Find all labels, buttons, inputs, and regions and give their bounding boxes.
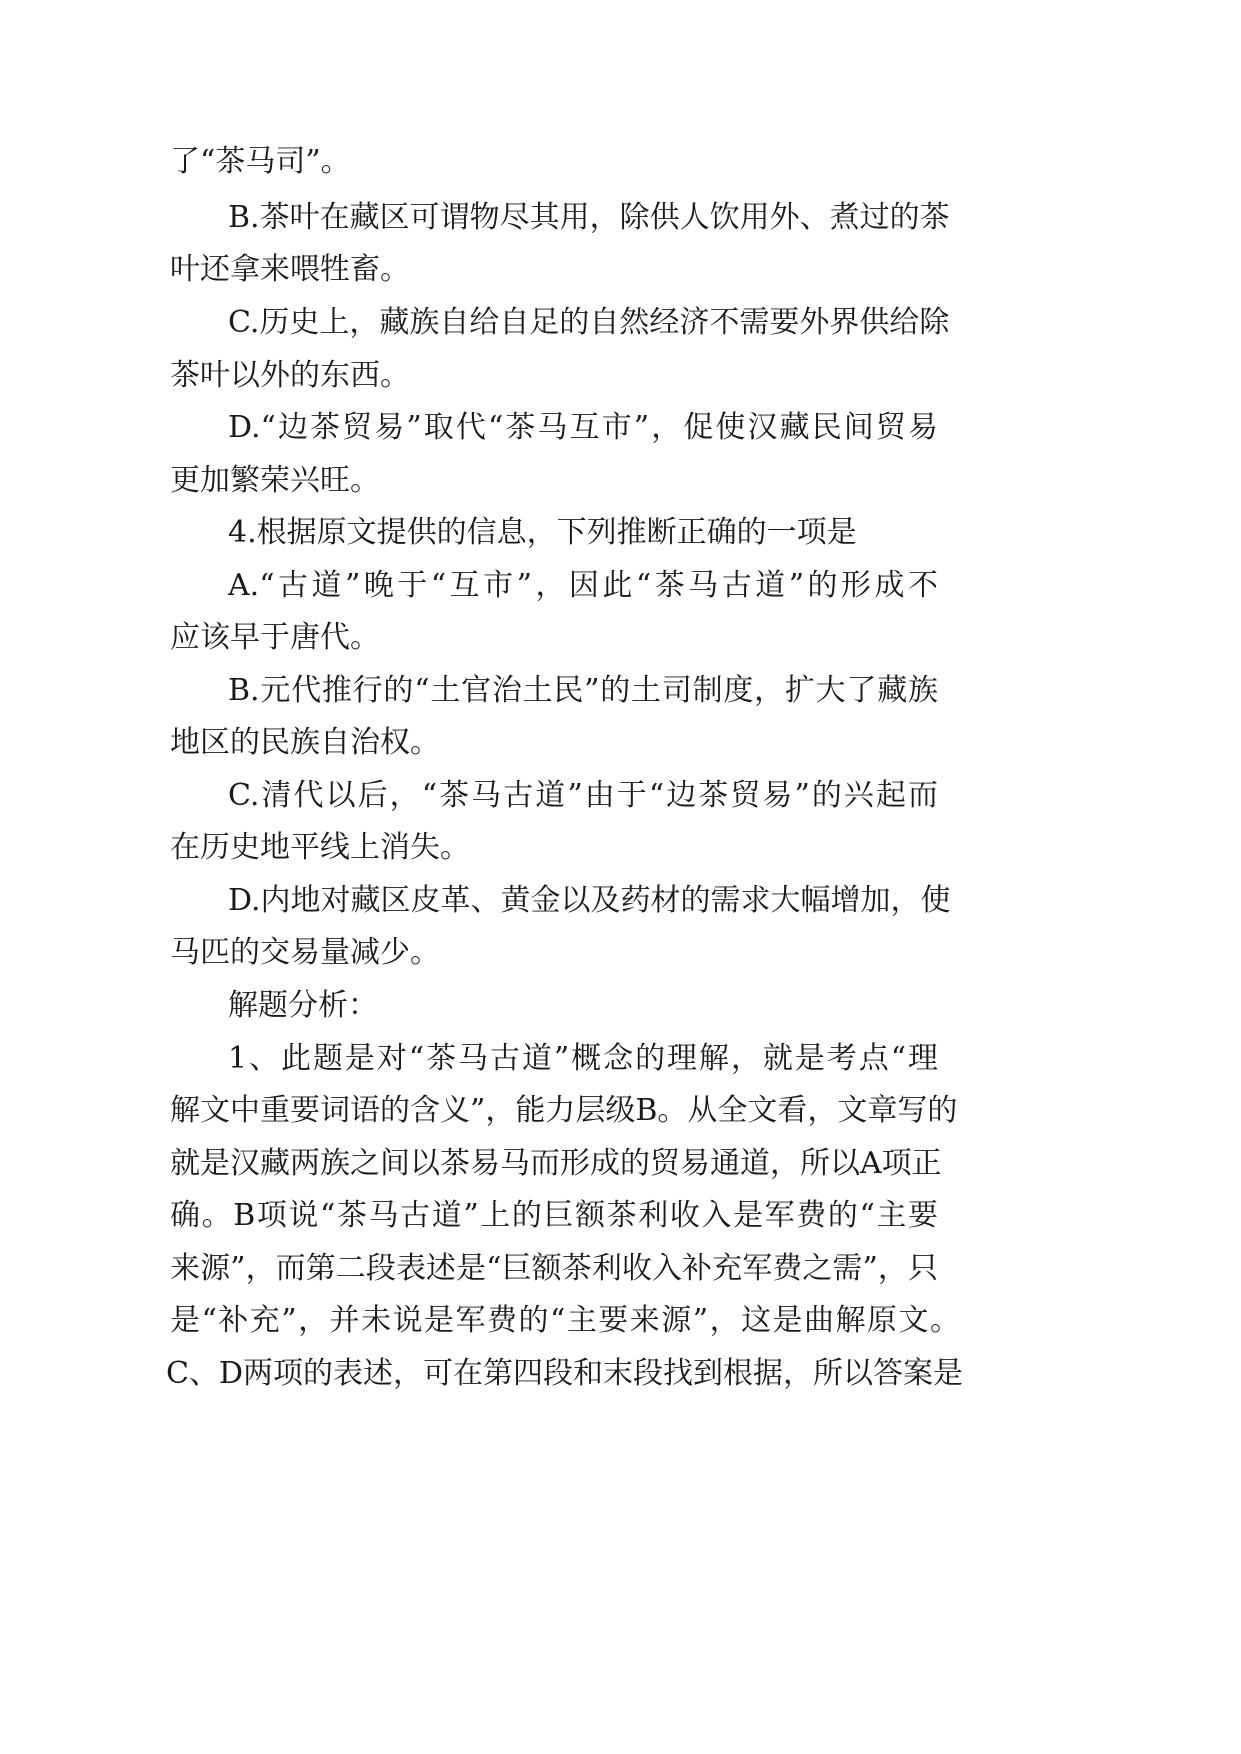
text-line: [0, 132, 1241, 192]
text-line: [0, 818, 1241, 878]
line-text: B.茶叶在藏区可谓物尽其用，除供人饮用外、煮过的茶: [228, 200, 950, 235]
text-line: [0, 346, 1241, 406]
text-line: [0, 871, 1241, 931]
line-text: 4.根据原文提供的信息，下列推断正确的一项是: [228, 515, 857, 550]
text-line: [0, 398, 1241, 458]
line-text: D.“边茶贸易”取代“茶马互市”，促使汉藏民间贸易: [228, 410, 938, 445]
line-text: 马匹的交易量减少。: [170, 935, 440, 970]
text-line: [0, 1186, 1241, 1246]
text-line: [0, 451, 1241, 511]
text-line: [0, 1344, 1241, 1404]
line-text: 地区的民族自治权。: [170, 725, 440, 760]
text-line: [0, 608, 1241, 668]
line-text: 更加繁荣兴旺。: [170, 463, 380, 498]
line-text: 是“补充”，并未说是军费的“主要来源”，这是曲解原文。: [170, 1303, 960, 1338]
text-line: [0, 713, 1241, 773]
line-text: C.清代以后，“茶马古道”由于“边茶贸易”的兴起而: [228, 778, 938, 813]
text-line: [0, 188, 1241, 248]
line-text: 了“茶马司”。: [170, 144, 351, 179]
line-text: 叶还拿来喂牲畜。: [170, 252, 410, 287]
text-line: [0, 240, 1241, 300]
text-line: [0, 1081, 1241, 1141]
line-text: C.历史上，藏族自给自足的自然经济不需要外界供给除: [228, 305, 950, 340]
line-text: B.元代推行的“土官治土民”的土司制度，扩大了藏族: [228, 673, 938, 708]
text-line: [0, 1134, 1241, 1194]
text-line: [0, 976, 1241, 1036]
line-text: 在历史地平线上消失。: [170, 830, 470, 865]
line-text: A.“古道”晚于“互市”，因此“茶马古道”的形成不: [228, 568, 938, 603]
line-text: 解文中重要词语的含义”，能力层级B。从全文看，文章写的: [170, 1093, 958, 1128]
text-line: [0, 1239, 1241, 1299]
text-line: [0, 923, 1241, 983]
line-text: C、D两项的表述，可在第四段和末段找到根据，所以答案是: [166, 1356, 964, 1391]
text-line: [0, 1291, 1241, 1351]
text-line: [0, 503, 1241, 563]
text-line: [0, 293, 1241, 353]
line-text: 来源”，而第二段表述是“巨额茶利收入补充军费之需”，只: [170, 1251, 938, 1286]
line-text: D.内地对藏区皮革、黄金以及药材的需求大幅增加，使: [228, 883, 951, 918]
line-text: 就是汉藏两族之间以茶易马而形成的贸易通道，所以A项正: [170, 1146, 942, 1181]
text-line: [0, 766, 1241, 826]
line-text: 应该早于唐代。: [170, 620, 380, 655]
line-text: 解题分析：: [228, 988, 378, 1023]
text-line: [0, 556, 1241, 616]
text-line: [0, 1029, 1241, 1089]
line-text: 确。B项说“茶马古道”上的巨额茶利收入是军费的“主要: [170, 1198, 938, 1233]
text-line: [0, 661, 1241, 721]
line-text: 1、此题是对“茶马古道”概念的理解，就是考点“理: [228, 1041, 938, 1076]
line-text: 茶叶以外的东西。: [170, 358, 410, 393]
